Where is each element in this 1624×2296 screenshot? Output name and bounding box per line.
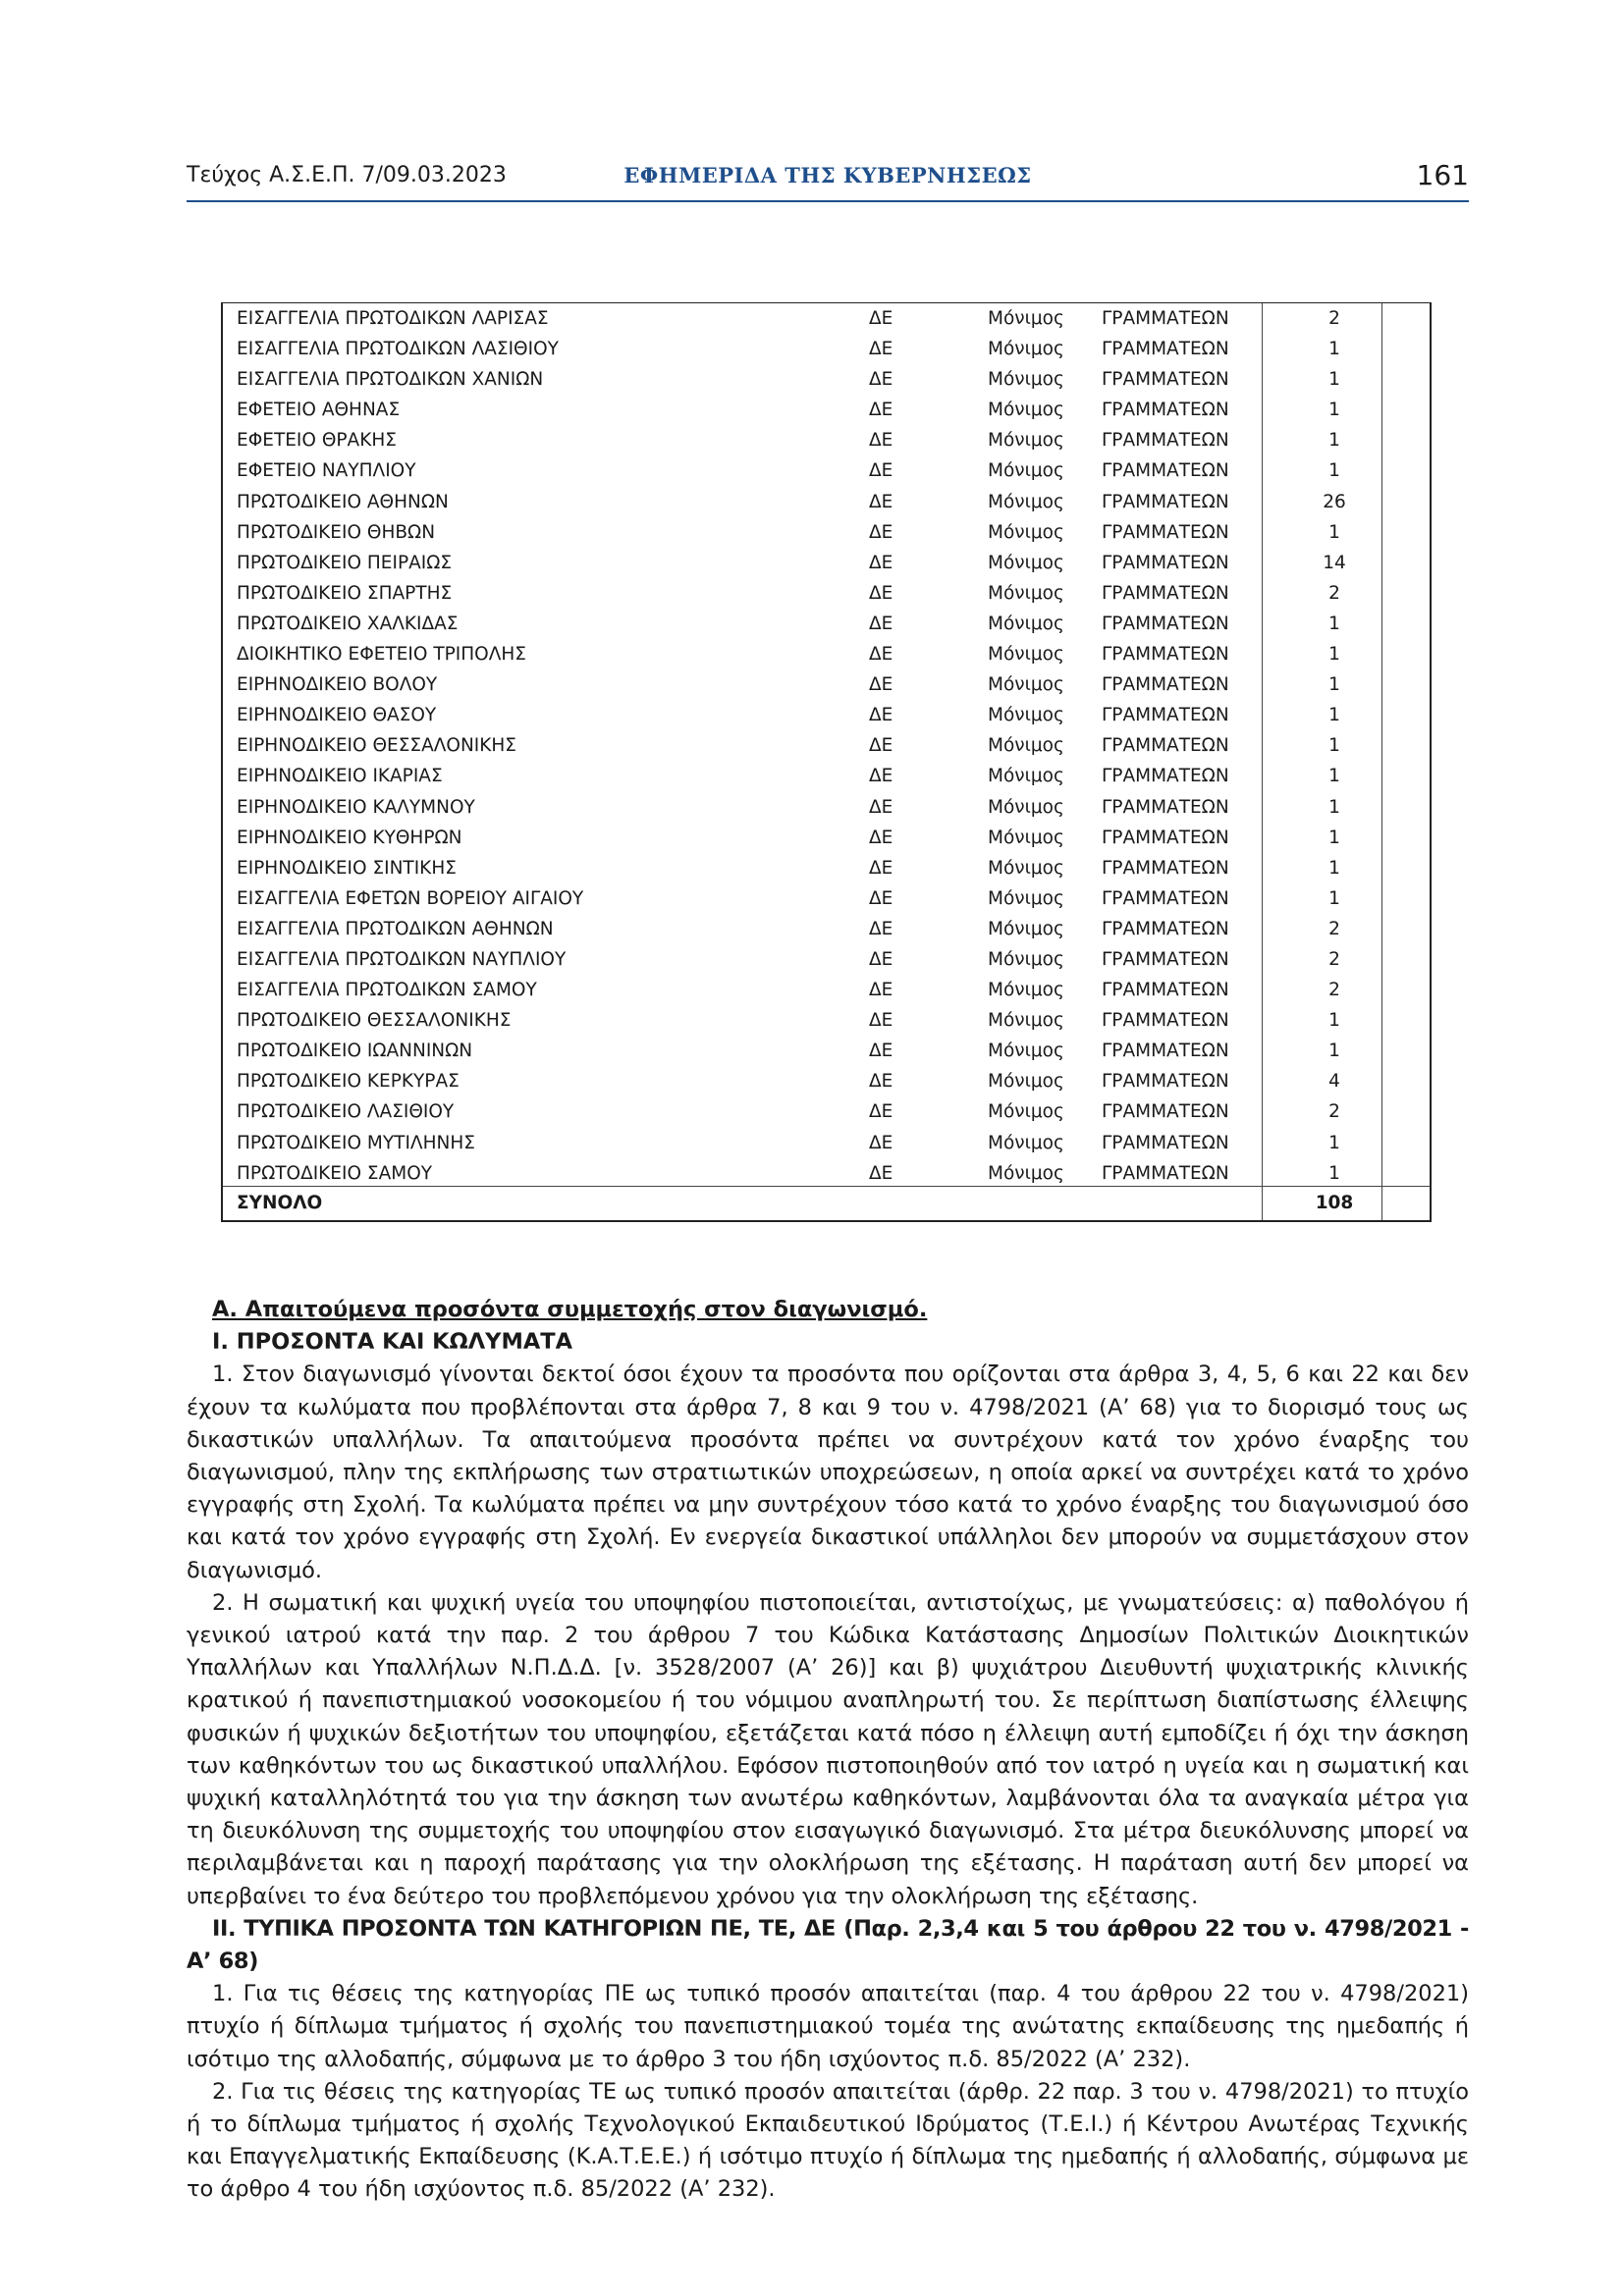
employment-type: Μόνιμος xyxy=(988,1101,1064,1123)
service-name: ΕΙΣΑΓΓΕΛΙΑ ΠΡΩΤΟΔΙΚΩΝ ΛΑΣΙΘΙΟΥ xyxy=(237,339,559,360)
category: ΔΕ xyxy=(869,308,893,329)
table-body xyxy=(223,303,1430,1189)
table-row xyxy=(223,792,1430,823)
service-name: ΠΡΩΤΟΔΙΚΕΙΟ ΑΘΗΝΩΝ xyxy=(237,491,449,512)
table-row xyxy=(223,395,1430,425)
category: ΔΕ xyxy=(869,948,893,970)
service-name: ΕΙΣΑΓΓΕΛΙΑ ΠΡΩΤΟΔΙΚΩΝ ΧΑΝΙΩΝ xyxy=(237,369,544,391)
category: ΔΕ xyxy=(869,887,893,909)
table-row xyxy=(223,487,1430,517)
table-row xyxy=(223,669,1430,700)
positions-count: 2 xyxy=(1328,948,1340,970)
table-row xyxy=(223,425,1430,455)
total-value: 108 xyxy=(1315,1193,1354,1213)
service-name: ΠΡΩΤΟΔΙΚΕΙΟ ΜΥΤΙΛΗΝΗΣ xyxy=(237,1132,475,1153)
positions-count: 1 xyxy=(1328,1010,1340,1032)
branch: ΓΡΑΜΜΑΤΕΩΝ xyxy=(1102,1041,1229,1062)
positions-count: 1 xyxy=(1328,400,1340,421)
positions-count: 1 xyxy=(1328,1162,1340,1184)
category: ΔΕ xyxy=(869,857,893,879)
positions-count: 1 xyxy=(1328,1041,1340,1062)
positions-count: 1 xyxy=(1328,613,1340,634)
employment-type: Μόνιμος xyxy=(988,1071,1064,1093)
employment-type: Μόνιμος xyxy=(988,674,1064,696)
branch: ΓΡΑΜΜΑΤΕΩΝ xyxy=(1102,644,1229,666)
employment-type: Μόνιμος xyxy=(988,1041,1064,1062)
category: ΔΕ xyxy=(869,582,893,604)
table-total-row xyxy=(223,1186,1430,1220)
employment-type: Μόνιμος xyxy=(988,766,1064,787)
employment-type: Μόνιμος xyxy=(988,339,1064,360)
branch: ΓΡΑΜΜΑΤΕΩΝ xyxy=(1102,308,1229,329)
positions-count: 1 xyxy=(1328,827,1340,848)
heading-qualifications: Ι. ΠΡΟΣΟΝΤΑ ΚΑΙ ΚΩΛΥΜΑΤΑ xyxy=(212,1329,573,1356)
table-row xyxy=(223,1158,1430,1189)
positions-count: 2 xyxy=(1328,582,1340,604)
branch: ΓΡΑΜΜΑΤΕΩΝ xyxy=(1102,948,1229,970)
employment-type: Μόνιμος xyxy=(988,948,1064,970)
employment-type: Μόνιμος xyxy=(988,918,1064,939)
table-row xyxy=(223,1096,1430,1127)
positions-count: 1 xyxy=(1328,735,1340,757)
table-row xyxy=(223,609,1430,639)
category: ΔΕ xyxy=(869,918,893,939)
employment-type: Μόνιμος xyxy=(988,582,1064,604)
section-a-heading: Α. Απαιτούμενα προσόντα συμμετοχής στον διαγωνισμό. xyxy=(212,1297,928,1322)
table-row xyxy=(223,303,1430,334)
category: ΔΕ xyxy=(869,674,893,696)
branch: ΓΡΑΜΜΑΤΕΩΝ xyxy=(1102,460,1229,482)
paragraph-2: 2. Η σωματική και ψυχική υγεία του υποψηφίου πιστοποιείται, αντιστοίχως, με γνωματεύσεις: α) παθολόγου ή γενικού ιατρού κατά την παρ. 2 του άρθρου 7 του Κώδικα Κατάστασης Δημοσίων Πολιτικών Διοικητικών Υπαλλήλων και Υπαλλήλων Ν.Π.Δ.Δ. [ν. 3528/2007 (Α’ 26)] και β) ψυχιάτρου Διευθυντή ψυχιατρικής κλινικής κρατικού ή πανεπιστημιακού νοσοκομείου ή του νόμιμου αναπληρωτή του. Σε περίπτωση διαπίστωσης έλλειψης φυσικών ή ψυχικών δεξιοτήτων του υποψηφίου, εξετάζεται κατά πόσο η έλλειψη αυτή εμποδίζει ή όχι την άσκηση των καθηκόντων του ως δικαστικού υπαλλήλου. Εφόσον πιστοποιηθούν από τον ιατρό η υγεία και η σωματική και ψυχική καταλληλότητά του για την άσκηση των ανωτέρω καθηκόντων, λαμβάνονται όλα τα αναγκαία μέτρα για τη διευκόλυνση της συμμετοχής του υποψηφίου στον εισαγωγικό διαγωνισμό. Στα μέτρα διευκόλυνσης μπορεί να περιλαμβάνεται και η παροχή παράτασης για την ολοκλήρωση της εξέτασης. Η παράταση αυτή δεν μπορεί να υπερβαίνει το ένα δεύτερο του προβλεπόμενου χρόνου για την ολοκλήρωση της εξέτασης. xyxy=(187,1589,1469,1909)
positions-count: 1 xyxy=(1328,796,1340,818)
branch: ΓΡΑΜΜΑΤΕΩΝ xyxy=(1102,735,1229,757)
branch: ΓΡΑΜΜΑΤΕΩΝ xyxy=(1102,430,1229,452)
branch: ΓΡΑΜΜΑΤΕΩΝ xyxy=(1102,400,1229,421)
page-number: 161 xyxy=(1416,159,1469,191)
employment-type: Μόνιμος xyxy=(988,705,1064,726)
heading-formal-qualifications: ΙΙ. ΤΥΠΙΚΑ ΠΡΟΣΟΝΤΑ ΤΩΝ ΚΑΤΗΓΟΡΙΩΝ ΠΕ, ΤΕ, ΔΕ (Παρ. 2,3,4 και 5 του άρθρου 22 του ν. 4798/2021 - Α’ 68) xyxy=(187,1915,1469,1975)
table-row xyxy=(223,730,1430,761)
employment-type: Μόνιμος xyxy=(988,735,1064,757)
branch: ΓΡΑΜΜΑΤΕΩΝ xyxy=(1102,918,1229,939)
service-name: ΠΡΩΤΟΔΙΚΕΙΟ ΣΠΑΡΤΗΣ xyxy=(237,582,453,604)
employment-type: Μόνιμος xyxy=(988,613,1064,634)
table-row xyxy=(223,700,1430,730)
branch: ΓΡΑΜΜΑΤΕΩΝ xyxy=(1102,827,1229,848)
category: ΔΕ xyxy=(869,1132,893,1153)
service-name: ΕΙΡΗΝΟΔΙΚΕΙΟ ΒΟΛΟΥ xyxy=(237,674,438,696)
table-row xyxy=(223,334,1430,364)
service-name: ΠΡΩΤΟΔΙΚΕΙΟ ΚΕΡΚΥΡΑΣ xyxy=(237,1071,460,1093)
service-name: ΠΡΩΤΟΔΙΚΕΙΟ ΘΕΣΣΑΛΟΝΙΚΗΣ xyxy=(237,1010,512,1032)
category: ΔΕ xyxy=(869,613,893,634)
table-row xyxy=(223,914,1430,944)
table-row xyxy=(223,639,1430,669)
service-name: ΔΙΟΙΚΗΤΙΚΟ ΕΦΕΤΕΙΟ ΤΡΙΠΟΛΗΣ xyxy=(237,644,526,666)
service-name: ΕΙΡΗΝΟΔΙΚΕΙΟ ΣΙΝΤΙΚΗΣ xyxy=(237,857,457,879)
service-name: ΕΙΣΑΓΓΕΛΙΑ ΕΦΕΤΩΝ ΒΟΡΕΙΟΥ ΑΙΓΑΙΟΥ xyxy=(237,887,584,909)
employment-type: Μόνιμος xyxy=(988,827,1064,848)
positions-count: 1 xyxy=(1328,705,1340,726)
branch: ΓΡΑΜΜΑΤΕΩΝ xyxy=(1102,369,1229,391)
table-row xyxy=(223,883,1430,914)
employment-type: Μόνιμος xyxy=(988,369,1064,391)
service-name: ΠΡΩΤΟΔΙΚΕΙΟ ΛΑΣΙΘΙΟΥ xyxy=(237,1101,455,1123)
branch: ΓΡΑΜΜΑΤΕΩΝ xyxy=(1102,552,1229,573)
table-row xyxy=(223,823,1430,853)
service-name: ΕΙΡΗΝΟΔΙΚΕΙΟ ΚΥΘΗΡΩΝ xyxy=(237,827,462,848)
service-name: ΕΙΣΑΓΓΕΛΙΑ ΠΡΩΤΟΔΙΚΩΝ ΛΑΡΙΣΑΣ xyxy=(237,308,549,329)
issue-label: Τεύχος Α.Σ.Ε.Π. 7/09.03.2023 xyxy=(187,163,507,187)
total-label: ΣΥΝΟΛΟ xyxy=(237,1193,323,1213)
table-row xyxy=(223,975,1430,1005)
table-row xyxy=(223,517,1430,548)
category: ΔΕ xyxy=(869,1101,893,1123)
branch: ΓΡΑΜΜΑΤΕΩΝ xyxy=(1102,887,1229,909)
employment-type: Μόνιμος xyxy=(988,644,1064,666)
paragraph-4: 2. Για τις θέσεις της κατηγορίας ΤΕ ως τυπικό προσόν απαιτείται (άρθρ. 22 παρ. 3 του ν. 4798/2021) το πτυχίο ή το δίπλωμα τμήματος ή σχολής Τεχνολογικού Εκπαιδευτικού Ιδρύματος (Τ.Ε.Ι.) ή Κέντρου Ανωτέρας Τεχνικής και Επαγγελματικής Εκπαίδευσης (Κ.Α.Τ.Ε.Ε.) ή ισότιμο πτυχίο ή δίπλωμα της ημεδαπής ή αλλοδαπής, σύμφωνα με το άρθρο 4 του ήδη ισχύοντος π.δ. 85/2022 (Α’ 232). xyxy=(187,2078,1469,2203)
positions-count: 1 xyxy=(1328,430,1340,452)
table-row xyxy=(223,944,1430,975)
branch: ΓΡΑΜΜΑΤΕΩΝ xyxy=(1102,674,1229,696)
service-name: ΠΡΩΤΟΔΙΚΕΙΟ ΣΑΜΟΥ xyxy=(237,1162,433,1184)
category: ΔΕ xyxy=(869,980,893,1001)
positions-count: 1 xyxy=(1328,766,1340,787)
positions-count: 1 xyxy=(1328,339,1340,360)
employment-type: Μόνιμος xyxy=(988,430,1064,452)
employment-type: Μόνιμος xyxy=(988,460,1064,482)
gazette-title: ΕΦΗΜΕΡΙΔΑ ΤΗΣ ΚΥΒΕΡΝΗΣΕΩΣ xyxy=(623,163,1032,187)
category: ΔΕ xyxy=(869,766,893,787)
body-text xyxy=(187,1294,1469,2207)
branch: ΓΡΑΜΜΑΤΕΩΝ xyxy=(1102,796,1229,818)
service-name: ΕΙΣΑΓΓΕΛΙΑ ΠΡΩΤΟΔΙΚΩΝ ΑΘΗΝΩΝ xyxy=(237,918,554,939)
branch: ΓΡΑΜΜΑΤΕΩΝ xyxy=(1102,766,1229,787)
paragraph-1: 1. Στον διαγωνισμό γίνονται δεκτοί όσοι έχουν τα προσόντα που ορίζονται στα άρθρα 3, 4, 5, 6 και 22 και δεν έχουν τα κωλύματα που προβλέπονται στα άρθρα 7, 8 και 9 του ν. 4798/2021 (Α’ 68) για το διορισμό τους ως δικαστικών υπαλλήλων. Τα απαιτούμενα προσόντα πρέπει να συντρέχουν κατά τον χρόνο έναρξης του διαγωνισμού, πλην της εκπλήρωσης των στρατιωτικών υποχρεώσεων, η οποία αρκεί να συντρέχει κατά το χρόνο εγγραφής στη Σχολή. Τα κωλύματα πρέπει να μην συντρέχουν τόσο κατά το χρόνο έναρξης του διαγωνισμού όσο και κατά τον χρόνο εγγραφής στη Σχολή. Εν ενεργεία δικαστικοί υπάλληλοι δεν μπορούν να συμμετάσχουν στον διαγωνισμό. xyxy=(187,1362,1469,1583)
positions-count: 4 xyxy=(1328,1071,1340,1093)
category: ΔΕ xyxy=(869,552,893,573)
employment-type: Μόνιμος xyxy=(988,521,1064,543)
service-name: ΕΙΡΗΝΟΔΙΚΕΙΟ ΙΚΑΡΙΑΣ xyxy=(237,766,443,787)
table-row xyxy=(223,1036,1430,1066)
category: ΔΕ xyxy=(869,1010,893,1032)
branch: ΓΡΑΜΜΑΤΕΩΝ xyxy=(1102,613,1229,634)
branch: ΓΡΑΜΜΑΤΕΩΝ xyxy=(1102,980,1229,1001)
positions-count: 1 xyxy=(1328,887,1340,909)
branch: ΓΡΑΜΜΑΤΕΩΝ xyxy=(1102,1101,1229,1123)
branch: ΓΡΑΜΜΑΤΕΩΝ xyxy=(1102,705,1229,726)
service-name: ΕΦΕΤΕΙΟ ΝΑΥΠΛΙΟΥ xyxy=(237,460,416,482)
category: ΔΕ xyxy=(869,369,893,391)
branch: ΓΡΑΜΜΑΤΕΩΝ xyxy=(1102,1162,1229,1184)
category: ΔΕ xyxy=(869,705,893,726)
positions-count: 1 xyxy=(1328,857,1340,879)
service-name: ΠΡΩΤΟΔΙΚΕΙΟ ΘΗΒΩΝ xyxy=(237,521,436,543)
positions-table xyxy=(221,302,1432,1222)
service-name: ΕΙΡΗΝΟΔΙΚΕΙΟ ΘΑΣΟΥ xyxy=(237,705,437,726)
table-row xyxy=(223,853,1430,883)
paragraph-3: 1. Για τις θέσεις της κατηγορίας ΠΕ ως τυπικό προσόν απαιτείται (παρ. 4 του άρθρου 22 του ν. 4798/2021) πτυχίο ή δίπλωμα τμήματος ή σχολής του πανεπιστημιακού τομέα της ανώτατης εκπαίδευσης της ημεδαπής ή ισότιμο της αλλοδαπής, σύμφωνα με το άρθρο 3 του ήδη ισχύοντος π.δ. 85/2022 (Α’ 232). xyxy=(187,1981,1469,2072)
service-name: ΠΡΩΤΟΔΙΚΕΙΟ ΙΩΑΝΝΙΝΩΝ xyxy=(237,1041,473,1062)
table-row xyxy=(223,1128,1430,1158)
branch: ΓΡΑΜΜΑΤΕΩΝ xyxy=(1102,491,1229,512)
branch: ΓΡΑΜΜΑΤΕΩΝ xyxy=(1102,1071,1229,1093)
category: ΔΕ xyxy=(869,1041,893,1062)
positions-count: 2 xyxy=(1328,1101,1340,1123)
positions-count: 1 xyxy=(1328,674,1340,696)
employment-type: Μόνιμος xyxy=(988,491,1064,512)
table-row xyxy=(223,548,1430,578)
service-name: ΕΙΡΗΝΟΔΙΚΕΙΟ ΚΑΛΥΜΝΟΥ xyxy=(237,796,475,818)
table-row xyxy=(223,578,1430,609)
employment-type: Μόνιμος xyxy=(988,1132,1064,1153)
branch: ΓΡΑΜΜΑΤΕΩΝ xyxy=(1102,857,1229,879)
employment-type: Μόνιμος xyxy=(988,887,1064,909)
table-row xyxy=(223,364,1430,395)
category: ΔΕ xyxy=(869,644,893,666)
positions-count: 1 xyxy=(1328,460,1340,482)
employment-type: Μόνιμος xyxy=(988,796,1064,818)
category: ΔΕ xyxy=(869,1071,893,1093)
table-row xyxy=(223,1005,1430,1036)
service-name: ΠΡΩΤΟΔΙΚΕΙΟ ΠΕΙΡΑΙΩΣ xyxy=(237,552,453,573)
branch: ΓΡΑΜΜΑΤΕΩΝ xyxy=(1102,1132,1229,1153)
service-name: ΕΙΣΑΓΓΕΛΙΑ ΠΡΩΤΟΔΙΚΩΝ ΣΑΜΟΥ xyxy=(237,980,537,1001)
category: ΔΕ xyxy=(869,400,893,421)
positions-count: 2 xyxy=(1328,980,1340,1001)
page-header xyxy=(187,159,1469,202)
positions-count: 1 xyxy=(1328,369,1340,391)
positions-count: 1 xyxy=(1328,521,1340,543)
service-name: ΕΦΕΤΕΙΟ ΑΘΗΝΑΣ xyxy=(237,400,401,421)
service-name: ΕΙΡΗΝΟΔΙΚΕΙΟ ΘΕΣΣΑΛΟΝΙΚΗΣ xyxy=(237,735,516,757)
positions-count: 14 xyxy=(1323,552,1346,573)
category: ΔΕ xyxy=(869,796,893,818)
category: ΔΕ xyxy=(869,827,893,848)
table-row xyxy=(223,761,1430,791)
service-name: ΠΡΩΤΟΔΙΚΕΙΟ ΧΑΛΚΙΔΑΣ xyxy=(237,613,459,634)
employment-type: Μόνιμος xyxy=(988,308,1064,329)
table-row xyxy=(223,455,1430,486)
service-name: ΕΦΕΤΕΙΟ ΘΡΑΚΗΣ xyxy=(237,430,397,452)
category: ΔΕ xyxy=(869,430,893,452)
employment-type: Μόνιμος xyxy=(988,552,1064,573)
employment-type: Μόνιμος xyxy=(988,400,1064,421)
employment-type: Μόνιμος xyxy=(988,1010,1064,1032)
category: ΔΕ xyxy=(869,460,893,482)
positions-count: 2 xyxy=(1328,918,1340,939)
table-row xyxy=(223,1066,1430,1096)
category: ΔΕ xyxy=(869,735,893,757)
branch: ΓΡΑΜΜΑΤΕΩΝ xyxy=(1102,521,1229,543)
positions-count: 1 xyxy=(1328,1132,1340,1153)
service-name: ΕΙΣΑΓΓΕΛΙΑ ΠΡΩΤΟΔΙΚΩΝ ΝΑΥΠΛΙΟΥ xyxy=(237,948,567,970)
branch: ΓΡΑΜΜΑΤΕΩΝ xyxy=(1102,582,1229,604)
category: ΔΕ xyxy=(869,1162,893,1184)
employment-type: Μόνιμος xyxy=(988,980,1064,1001)
branch: ΓΡΑΜΜΑΤΕΩΝ xyxy=(1102,1010,1229,1032)
branch: ΓΡΑΜΜΑΤΕΩΝ xyxy=(1102,339,1229,360)
positions-count: 1 xyxy=(1328,644,1340,666)
employment-type: Μόνιμος xyxy=(988,1162,1064,1184)
positions-count: 26 xyxy=(1323,491,1346,512)
category: ΔΕ xyxy=(869,491,893,512)
positions-count: 2 xyxy=(1328,308,1340,329)
category: ΔΕ xyxy=(869,339,893,360)
category: ΔΕ xyxy=(869,521,893,543)
employment-type: Μόνιμος xyxy=(988,857,1064,879)
